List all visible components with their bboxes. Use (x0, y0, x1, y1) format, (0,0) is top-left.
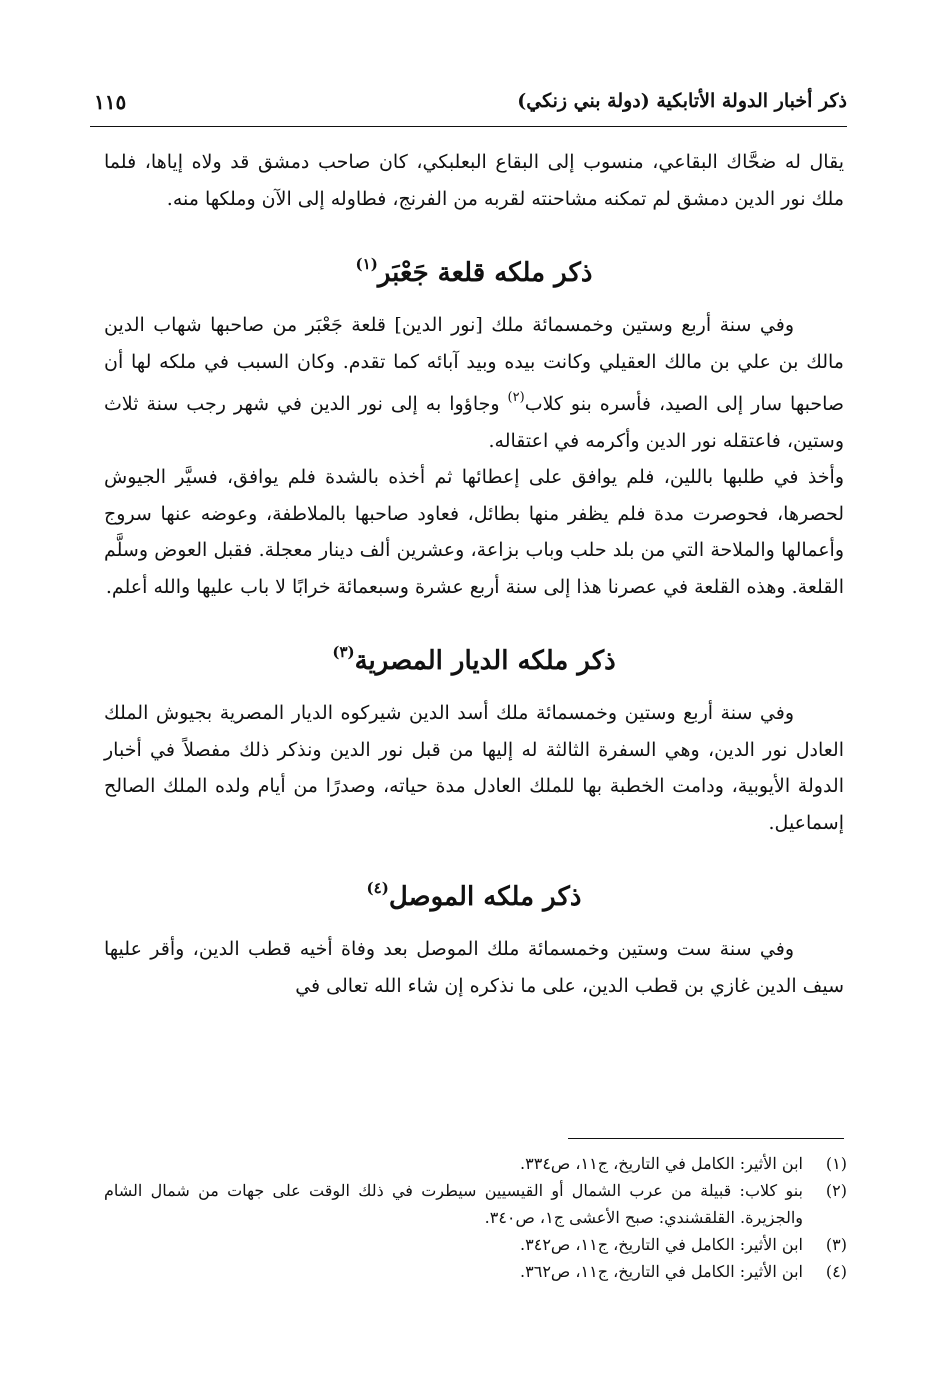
footnote-text: ابن الأثير: الكامل في التاريخ، ج١١، ص٣٤٢. (520, 1235, 803, 1254)
paragraph-mosul (104, 931, 844, 1004)
heading-text: ذكر ملكه الديار المصرية (354, 646, 616, 676)
footnote-ref: (٢) (507, 390, 525, 405)
section-heading-jabar (104, 229, 844, 299)
footnote-number: (١) (825, 1154, 847, 1173)
paragraph-text: وفي سنة ست وستين وخمسمائة ملك الموصل بعد وفاة أخيه قطب الدين، وأقر عليها سيف الدين غازي بن قطب الدين، على ما نذكره إن شاء الله تعالى في (104, 938, 844, 997)
paragraph-text: وفي سنة أربع وستين وخمسمائة ملك أسد الدين شيركوه الديار المصرية بجيوش الملك العادل نور الدين، وهي السفرة الثالثة له إليها من قبل نور الدين ونذكر ذلك مفصلاً في أخبار الدولة الأيوبية، ودامت الخطبة بها للملك العادل مدة حياته، وصدرًا من أيام ولده الملك الصالح إسماعيل. (104, 702, 844, 834)
footnotes (104, 1150, 847, 1285)
footnote-item (104, 1150, 847, 1177)
running-title: ذكر أخبار الدولة الأتابكية (دولة بني زنكي) (517, 90, 847, 112)
page-header (90, 86, 847, 127)
paragraph-text: وأخذ في طلبها باللين، فلم يوافق على إعطائها ثم أخذه بالشدة فلم يوافق، فسيَّر الجيوش لحصرها، فحوصرت مدة فلم يظفر منها بطائل، فعاود صاحبها بالملاطفة، وعوضه عنها سروج وأعمالها والملاحة التي من بلد حلب وباب بزاعة، وعشرين ألف دينار معجلة. فقبل العوض وسلَّم القلعة. وهذه القلعة في عصرنا هذا إلى سنة أربع عشرة وسبعمائة خرابًا لا باب عليها والله أعلم. (104, 466, 844, 598)
section-heading-mosul (104, 853, 844, 923)
footnote-ref: (٤) (366, 879, 389, 897)
footnote-item (104, 1258, 847, 1285)
footnote-number: (٢) (825, 1181, 847, 1200)
footnote-text: ابن الأثير: الكامل في التاريخ، ج١١، ص٣٣٤. (520, 1154, 803, 1173)
footnote-number: (٣) (825, 1235, 847, 1254)
paragraph-text: وفي سنة أربع وستين وخمسمائة ملك [نور الدين] قلعة جَعْبَر من صاحبها شهاب الدين مالك بن علي بن مالك العقيلي وكانت بيده وبيد آبائه كما تقدم. وكان السبب في ملكه لها أن صاحبها سار إلى الصيد، فأسره بنو كلاب (104, 314, 844, 415)
footnote-ref: (٣) (332, 643, 355, 661)
page-body (104, 144, 844, 1004)
intro-paragraph: يقال له ضحَّاك البقاعي، منسوب إلى البقاع البعلبكي، كان صاحب دمشق قد ولاه إياها، فلما ملك نور الدين دمشق لم تمكنه مشاحنته لقربه من الفرنج، فطاوله إلى الآن وملكها منه. (104, 151, 844, 210)
paragraph-text: وجاؤوا به إلى نور الدين في شهر رجب سنة ثلاث وستين، فاعتقله نور الدين وأكرمه في اعتقاله. (104, 393, 844, 452)
section-heading-egypt (104, 617, 844, 687)
footnote-text: ابن الأثير: الكامل في التاريخ، ج١١، ص٣٦٢. (520, 1262, 803, 1281)
page-number: ١١٥ (94, 90, 127, 114)
paragraph-jabar-2 (104, 459, 844, 605)
footnote-item (104, 1177, 847, 1231)
heading-text: ذكر ملكه الموصل (388, 882, 582, 912)
footnote-divider (568, 1138, 844, 1139)
footnote-text: بنو كلاب: قبيلة من عرب الشمال أو القيسيين سيطرت في ذلك الوقت على جهات من شمال الشام والجزيرة. القلقشندي: صبح الأعشى ج١، ص٣٤٠. (104, 1181, 803, 1227)
paragraph-egypt (104, 695, 844, 841)
heading-text: ذكر ملكه قلعة جَعْبَر (377, 258, 593, 288)
footnote-number: (٤) (825, 1262, 847, 1281)
footnote-ref: (١) (355, 255, 378, 273)
footnote-item (104, 1231, 847, 1258)
paragraph-jabar-1 (104, 307, 844, 459)
